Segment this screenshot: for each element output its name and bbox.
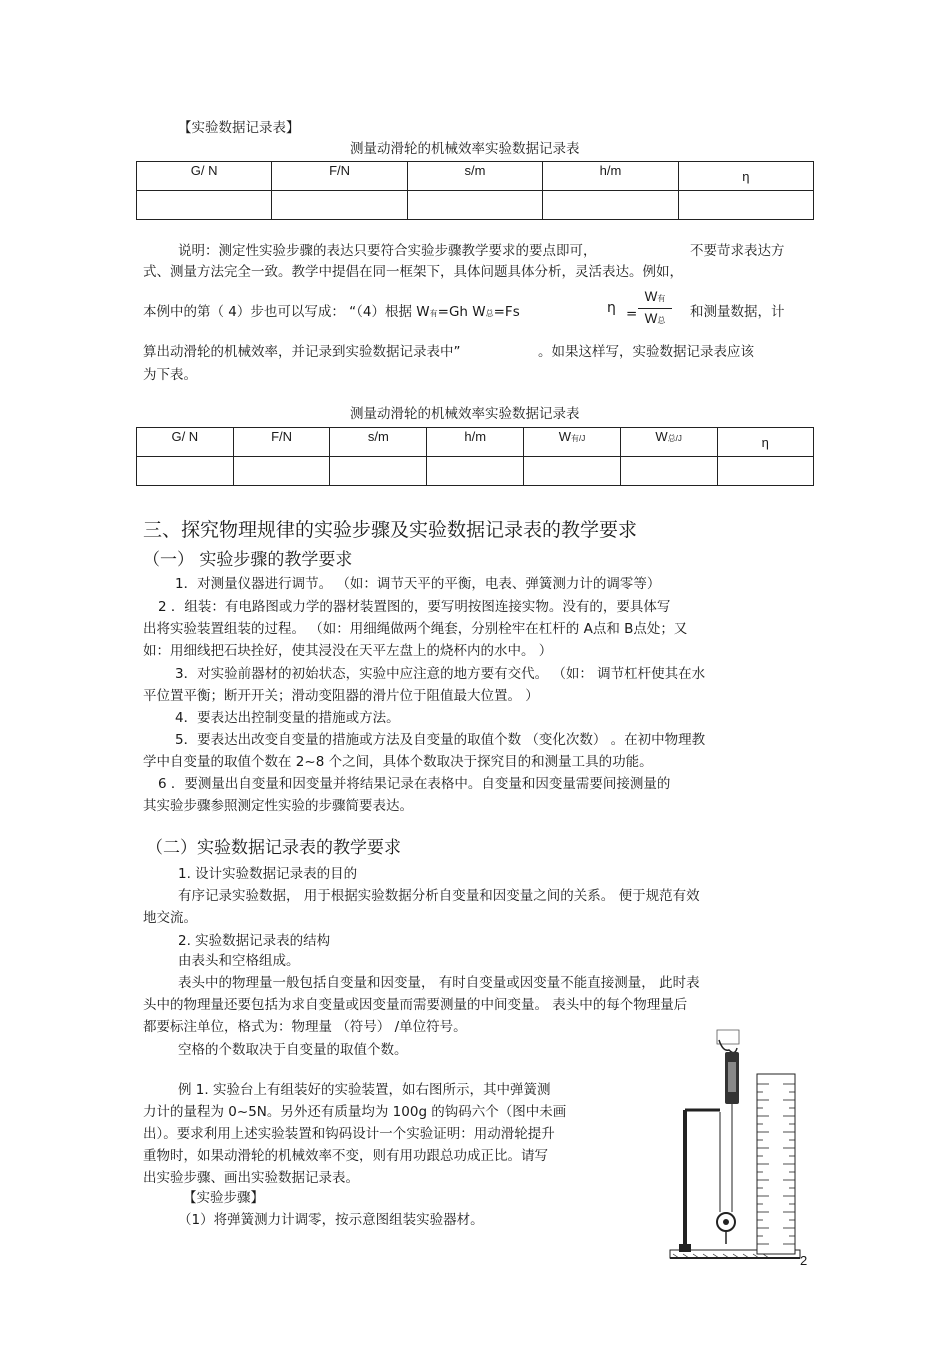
apparatus-illustration <box>665 1022 805 1262</box>
note-line-1b: 不要苛求表达方 <box>690 243 785 259</box>
eta-symbol: η <box>607 300 616 316</box>
table2-caption: 测量动滑轮的机械效率实验数据记录表 <box>350 406 580 422</box>
table1-header-g: G/ N <box>137 162 272 191</box>
table1-header-h: h/m <box>543 162 678 191</box>
req-item-1: 1．对测量仪器进行调节。 （如：调节天平的平衡，电表、弹簧测力计的调零等） <box>175 576 661 592</box>
req-item-6b: 其实验步骤参照测定性实验的步骤简要表达。 <box>143 798 413 814</box>
data-table-1 <box>136 161 814 220</box>
table1-cell <box>678 191 813 220</box>
req-item-4: 4．要表达出控制变量的措施或方法。 <box>175 710 400 726</box>
req-item-5b: 学中自变量的取值个数在 2~8 个之间，具体个数取决于探究目的和测量工具的功能。 <box>143 754 653 770</box>
page-number: 2 <box>800 1253 808 1268</box>
example-line-5: 出实验步骤、画出实验数据记录表。 <box>143 1170 359 1186</box>
note-line-3d: 和测量数据，计 <box>690 304 785 320</box>
section3-title: 三、探究物理规律的实验步骤及实验数据记录表的教学要求 <box>143 519 638 541</box>
table2-cell <box>427 457 524 486</box>
table2-cell <box>620 457 717 486</box>
table2-cell <box>717 457 814 486</box>
table1-cell <box>137 191 272 220</box>
data-table-2 <box>136 427 814 486</box>
table-purpose-text-b: 地交流。 <box>143 910 197 926</box>
table2-header-s: s/m <box>330 428 427 457</box>
table2-cell <box>330 457 427 486</box>
table-purpose-title: 1. 设计实验数据记录表的目的 <box>178 866 358 882</box>
table-header-text-c: 都要标注单位，格式为：物理量 （符号） /单位符号。 <box>143 1019 467 1035</box>
note-line-3: 本例中的第（ 4）步也可以写成： “（4）根据 W有=Gh W总=Fs <box>143 304 520 320</box>
table-purpose-text: 有序记录实验数据， 用于根据实验数据分析自变量和因变量之间的关系。 便于规范有效 <box>178 888 700 904</box>
table1-cell <box>407 191 542 220</box>
table2-cell <box>233 457 330 486</box>
table2-header-f: F/N <box>233 428 330 457</box>
step-1: （1）将弹簧测力计调零，按示意图组装实验器材。 <box>178 1212 484 1228</box>
equals-sign: = <box>626 306 638 322</box>
note-line-2: 式、测量方法完全一致。教学中提倡在同一框架下，具体问题具体分析，灵活表达。例如， <box>143 264 683 280</box>
table2-header-w-total: W总/J <box>620 428 717 457</box>
table2-header-h: h/m <box>427 428 524 457</box>
efficiency-fraction: W有 W总 <box>638 288 672 331</box>
note-line-1: 说明：测定性实验步骤的表达只要符合实验步骤教学要求的要点即可， <box>178 243 597 259</box>
table2-header-g: G/ N <box>137 428 234 457</box>
note-line-5: 为下表。 <box>143 367 197 383</box>
table-structure-title: 2. 实验数据记录表的结构 <box>178 933 331 949</box>
table1-header-eta: η <box>678 162 813 191</box>
req-item-2b: 出将实验装置组装的过程。 （如：用细绳做两个绳套，分别栓牢在杠杆的 A点和 B点处；又 <box>143 621 688 637</box>
table2-cell <box>137 457 234 486</box>
example-line-4: 重物时，如果动滑轮的机械效率不变，则有用功跟总功成正比。请写 <box>143 1148 548 1164</box>
steps-label: 【实验步骤】 <box>183 1190 264 1206</box>
table1-caption: 测量动滑轮的机械效率实验数据记录表 <box>350 141 580 157</box>
section3-subtitle-2: （二）实验数据记录表的教学要求 <box>146 838 401 858</box>
table2-cell <box>524 457 621 486</box>
req-item-2c: 如：用细线把石块拴好，使其浸没在天平左盘上的烧杯内的水中。 ） <box>143 643 553 659</box>
fraction-numerator: W <box>644 289 658 304</box>
table1-header-s: s/m <box>407 162 542 191</box>
blank-count-text: 空格的个数取决于自变量的取值个数。 <box>178 1042 408 1058</box>
req-item-3b: 平位置平衡；断开开关；滑动变阻器的滑片位于阻值最大位置。 ） <box>143 688 539 704</box>
example-line-3: 出）。要求利用上述实验装置和钩码设计一个实验证明：用动滑轮提升 <box>143 1126 555 1142</box>
table-structure-text: 由表头和空格组成。 <box>178 953 300 969</box>
table2-header-eta: η <box>717 428 814 457</box>
req-item-5: 5．要表达出改变自变量的措施或方法及自变量的取值个数 （变化次数） 。在初中物理教 <box>175 732 706 748</box>
note-line-4b: 。如果这样写，实验数据记录表应该 <box>538 344 754 360</box>
section-label: 【实验数据记录表】 <box>178 120 300 136</box>
table1-header-f: F/N <box>272 162 407 191</box>
req-item-2: 2 ．组装：有电路图或力学的器材装置图的，要写明按图连接实物。没有的，要具体写 <box>158 599 671 615</box>
table2-header-w-useful: W有/J <box>524 428 621 457</box>
example-line-2: 力计的量程为 0~5N。另外还有质量均为 100g 的钩码六个（图中未画 <box>143 1104 567 1120</box>
table1-cell <box>543 191 678 220</box>
table-header-text-b: 头中的物理量还要包括为求自变量或因变量而需要测量的中间变量。 表头中的每个物理量后 <box>143 997 688 1013</box>
section3-subtitle-1: （一） 实验步骤的教学要求 <box>143 550 353 570</box>
note-line-4a: 算出动滑轮的机械效率，并记录到实验数据记录表中” <box>143 344 461 360</box>
table-header-text: 表头中的物理量一般包括自变量和因变量， 有时自变量或因变量不能直接测量， 此时表 <box>178 975 700 991</box>
req-item-6: 6 ．要测量出自变量和因变量并将结果记录在表格中。自变量和因变量需要间接测量的 <box>158 776 671 792</box>
example-line-1: 例 1. 实验台上有组装好的实验装置，如右图所示，其中弹簧测 <box>178 1082 551 1098</box>
table1-cell <box>272 191 407 220</box>
req-item-3: 3．对实验前器材的初始状态，实验中应注意的地方要有交代。 （如： 调节杠杆使其在水 <box>175 666 706 682</box>
fraction-denominator: W <box>644 311 658 326</box>
